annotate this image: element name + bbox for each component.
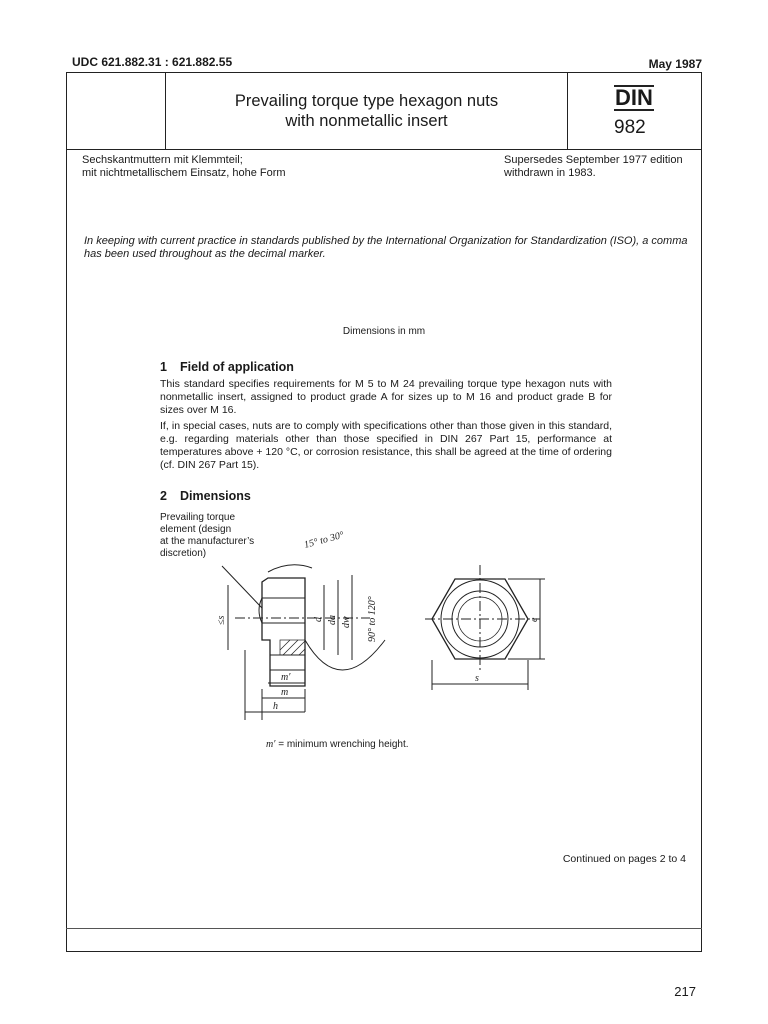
bottom-rule <box>66 928 702 929</box>
supersedes-note: Supersedes September 1977 edition withdrawn in 1983. <box>504 154 683 179</box>
label-dw: dw <box>341 616 352 628</box>
din-logo: DIN <box>615 85 653 110</box>
udc-code: UDC 621.882.31 : 621.882.55 <box>72 55 233 69</box>
label-e: e <box>529 617 540 622</box>
angle-label-top: 15° to 30° <box>302 529 346 551</box>
page-number: 217 <box>674 984 696 999</box>
figure-caption <box>266 739 409 750</box>
label-s: s <box>475 673 479 684</box>
label-m-prime: m′ <box>281 672 291 683</box>
continued-note: Continued on pages 2 to 4 <box>562 853 686 865</box>
caption-text: = minimum wrenching height. <box>275 739 409 750</box>
angle-label-side: 90° to 120° <box>367 596 378 642</box>
caption-symbol: m′ <box>266 739 276 750</box>
din-number: 982 <box>614 117 646 138</box>
label-da: da <box>327 615 338 625</box>
title-line: with nonmetallic insert <box>285 112 448 130</box>
label-s-min: ≤s <box>216 615 227 625</box>
label-d: d <box>313 617 324 622</box>
section-title: Field of application <box>180 360 294 374</box>
label-m: m <box>281 687 289 698</box>
dimensions-note: Dimensions in mm <box>342 326 426 337</box>
title-line: Prevailing torque type hexagon nuts <box>234 92 499 110</box>
section-1-paragraph: This standard specifies requirements for M 5 to M 24 prevailing torque type hexagon nuts with nonmetallic insert, assigned to product grade A for sizes up to M 16 and product grade B for sizes over M 16. <box>160 378 612 416</box>
angle-arc-side <box>305 640 385 670</box>
german-title: Sechskantmuttern mit Klemmteil; mit nichtmetallischem Einsatz, hohe Form <box>82 154 286 179</box>
decimal-marker-note: In keeping with current practice in standards published by the International Organization for Standardization (ISO), a comma has been used throughout as the decimal marker. <box>84 235 688 260</box>
section-number: 2 <box>160 489 167 503</box>
section-number: 1 <box>160 360 167 374</box>
label-h: h <box>273 701 278 712</box>
prevailing-torque-label: Prevailing torque element (design at the manufacturer’s discretion) <box>160 512 255 559</box>
insert-hatching <box>280 640 305 655</box>
section-title: Dimensions <box>180 489 251 503</box>
angle-arc-top <box>268 565 312 572</box>
section-1-paragraph: If, in special cases, nuts are to comply with specifications other than those given in this standard, e.g. regarding materials other than those specified in DIN 267 Part 15, performance at temperatures above + 120 °C, or corrosion resistance, this shall be agreed at the time of ordering (cf. DIN 267 Part 15). <box>160 420 612 471</box>
publication-date: May 1987 <box>648 57 702 71</box>
